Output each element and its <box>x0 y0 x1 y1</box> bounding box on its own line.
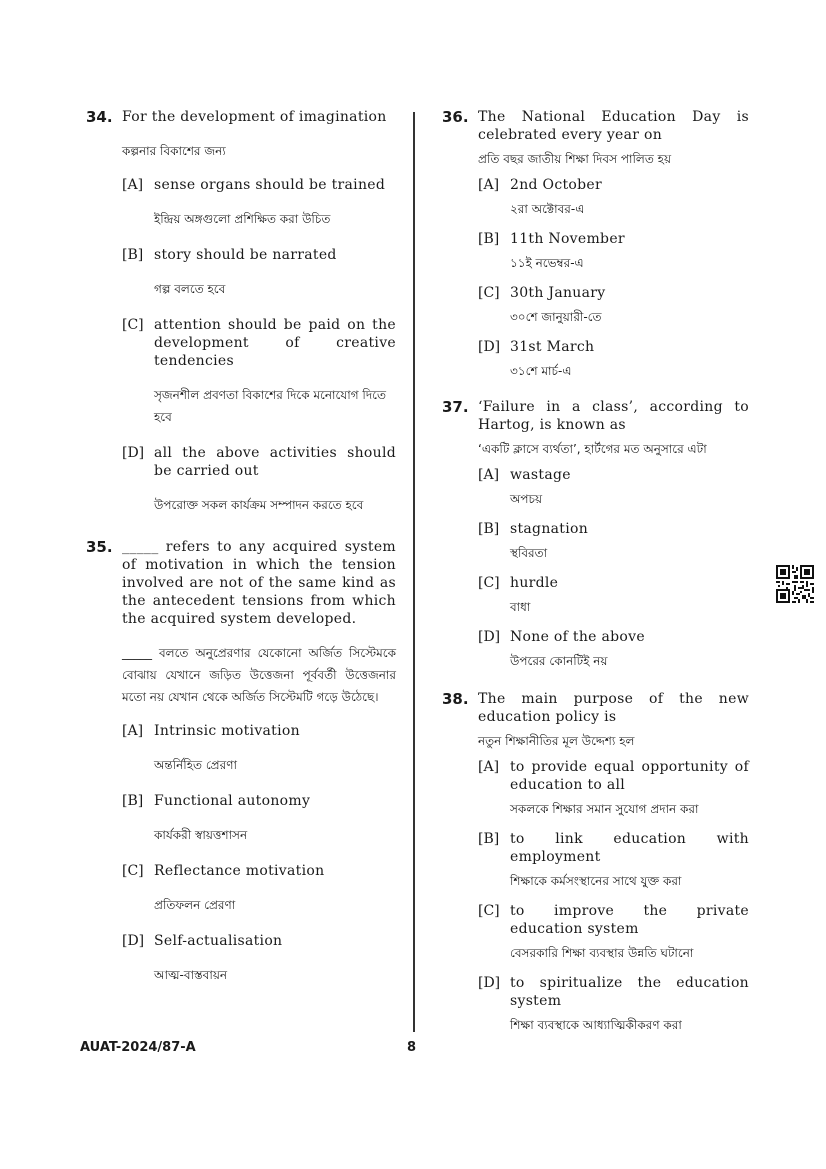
question-text-bengali: কল্পনার বিকাশের জন্য <box>122 144 226 158</box>
option-text-bengali: ইন্দ্রিয় অঙ্গগুলো প্রশিক্ষিত করা উচিত <box>154 212 331 226</box>
option-text: to spiritualize the education system <box>510 975 749 1009</box>
option-label: [A] <box>478 177 500 193</box>
option-a <box>122 722 396 776</box>
option-label: [D] <box>122 445 145 461</box>
option-c <box>122 316 396 428</box>
option-text: sense organs should be trained <box>154 177 386 193</box>
option-a <box>122 176 396 230</box>
right-column <box>442 108 749 1046</box>
option-text-bengali: গল্প বলতে হবে <box>154 282 226 296</box>
option-d <box>478 974 749 1036</box>
option-label: [B] <box>478 521 500 537</box>
option-text: None of the above <box>510 629 645 645</box>
option-text: Intrinsic motivation <box>154 723 300 739</box>
question-number: 38. <box>442 690 469 708</box>
option-text: 11th November <box>510 231 625 247</box>
page-number: 8 <box>407 1040 417 1055</box>
option-label: [C] <box>478 285 500 301</box>
option-label: [B] <box>122 247 144 263</box>
option-label: [D] <box>478 629 501 645</box>
option-text-bengali: অপচয় <box>510 492 543 506</box>
option-text-bengali: ২রা অক্টোবর-এ <box>510 202 585 216</box>
option-text: Reflectance motivation <box>154 863 325 879</box>
option-b <box>122 792 396 846</box>
question-text: The main purpose of the new education policy is <box>478 691 749 725</box>
option-label: [C] <box>478 903 500 919</box>
left-column <box>86 108 396 1002</box>
question-37 <box>442 398 749 672</box>
option-text-bengali: ৩০শে জানুয়ারী-তে <box>510 310 602 324</box>
option-d <box>122 932 396 986</box>
option-label: [A] <box>122 177 144 193</box>
option-d <box>478 338 749 382</box>
option-label: [C] <box>478 575 500 591</box>
option-text-bengali: উপরের কোনটিই নয় <box>510 654 608 668</box>
option-label: [C] <box>122 317 144 333</box>
option-text: hurdle <box>510 575 559 591</box>
option-text: wastage <box>510 467 571 483</box>
option-text-bengali: উপরোক্ত সকল কার্যক্রম সম্পাদন করতে হবে <box>154 498 364 512</box>
option-label: [A] <box>122 723 144 739</box>
question-36 <box>442 108 749 382</box>
column-divider <box>413 112 415 1032</box>
question-text: The National Education Day is celebrated every year on <box>478 109 749 143</box>
question-text-bengali: ‘একটি ক্লাসে ব্যর্থতা’, হার্টগের মত অনুসারে এটা <box>478 442 707 456</box>
option-text: all the above activities should be carried out <box>154 445 396 479</box>
option-text-bengali: ১১ই নভেম্বর-এ <box>510 256 584 270</box>
question-text: For the development of imagination <box>122 109 387 125</box>
option-text: 31st March <box>510 339 595 355</box>
option-text: attention should be paid on the development of creative tendencies <box>154 317 396 369</box>
option-b <box>478 830 749 892</box>
option-c <box>122 862 396 916</box>
option-text-bengali: সকলকে শিক্ষার সমান সুযোগ প্রদান করা <box>510 802 699 816</box>
option-c <box>478 902 749 964</box>
option-label: [A] <box>478 759 500 775</box>
option-c <box>478 574 749 618</box>
option-text-bengali: আত্ম-বাস্তবায়ন <box>154 968 228 982</box>
option-text-bengali: কার্যকরী স্বায়ত্তশাসন <box>154 828 248 842</box>
option-text-bengali: অন্তর্নিহিত প্রেরণা <box>154 758 237 772</box>
qr-code-icon <box>776 565 814 603</box>
option-b <box>478 230 749 274</box>
question-text: ‘Failure in a class’, according to Hartog, is known as <box>478 399 749 433</box>
question-number: 35. <box>86 538 113 556</box>
option-text: Functional autonomy <box>154 793 311 809</box>
option-text: to link education with employment <box>510 831 749 865</box>
option-label: [A] <box>478 467 500 483</box>
option-text: to provide equal opportunity of education to all <box>510 759 749 793</box>
question-text-bengali: _____ বলতে অনুপ্রেরণার যেকোনো অর্জিত সিস্টেমকে বোঝায় যেখানে জড়িত উত্তেজনা পূর্ববর্তী উত্তেজনার মতো নয় যেখান থেকে অর্জিত সিস্টেমটি গড়ে উঠেছে। <box>122 646 396 704</box>
option-b <box>122 246 396 300</box>
question-text: _____ refers to any acquired system of motivation in which the tension involved are not of the same kind as the antecedent tensions from which the acquired system developed. <box>122 539 396 627</box>
option-text-bengali: বাধা <box>510 600 531 614</box>
option-text: 2nd October <box>510 177 602 193</box>
question-number: 34. <box>86 108 113 126</box>
option-c <box>478 284 749 328</box>
option-text-bengali: শিক্ষা ব্যবস্থাকে আধ্যাত্মিকীকরণ করা <box>510 1018 682 1032</box>
option-d <box>478 628 749 672</box>
option-text: story should be narrated <box>154 247 337 263</box>
option-label: [D] <box>478 339 501 355</box>
option-text-bengali: বেসরকারি শিক্ষা ব্যবস্থার উন্নতি ঘটানো <box>510 946 694 960</box>
option-text: Self-actualisation <box>154 933 283 949</box>
question-38 <box>442 690 749 1036</box>
question-text-bengali: প্রতি বছর জাতীয় শিক্ষা দিবস পালিত হয় <box>478 152 672 166</box>
option-text-bengali: শিক্ষাকে কর্মসংস্থানের সাথে যুক্ত করা <box>510 874 682 888</box>
option-a <box>478 466 749 510</box>
option-text-bengali: প্রতিফলন প্রেরণা <box>154 898 236 912</box>
option-label: [D] <box>122 933 145 949</box>
option-text-bengali: স্থবিরতা <box>510 546 548 560</box>
question-34 <box>86 108 396 516</box>
option-text: to improve the private education system <box>510 903 749 937</box>
option-d <box>122 444 396 516</box>
option-label: [B] <box>478 831 500 847</box>
option-text-bengali: সৃজনশীল প্রবণতা বিকাশের দিকে মনোযোগ দিতে হবে <box>154 388 386 424</box>
question-35 <box>86 538 396 986</box>
option-b <box>478 520 749 564</box>
option-text: 30th January <box>510 285 606 301</box>
question-text-bengali: নতুন শিক্ষানীতির মূল উদ্দেশ্য হল <box>478 734 635 748</box>
option-text: stagnation <box>510 521 589 537</box>
question-number: 37. <box>442 398 469 416</box>
paper-code: AUAT-2024/87-A <box>80 1040 196 1055</box>
option-label: [B] <box>122 793 144 809</box>
option-label: [B] <box>478 231 500 247</box>
option-a <box>478 176 749 220</box>
question-number: 36. <box>442 108 469 126</box>
option-a <box>478 758 749 820</box>
option-label: [D] <box>478 975 501 991</box>
option-text-bengali: ৩১শে মার্চ-এ <box>510 364 572 378</box>
option-label: [C] <box>122 863 144 879</box>
